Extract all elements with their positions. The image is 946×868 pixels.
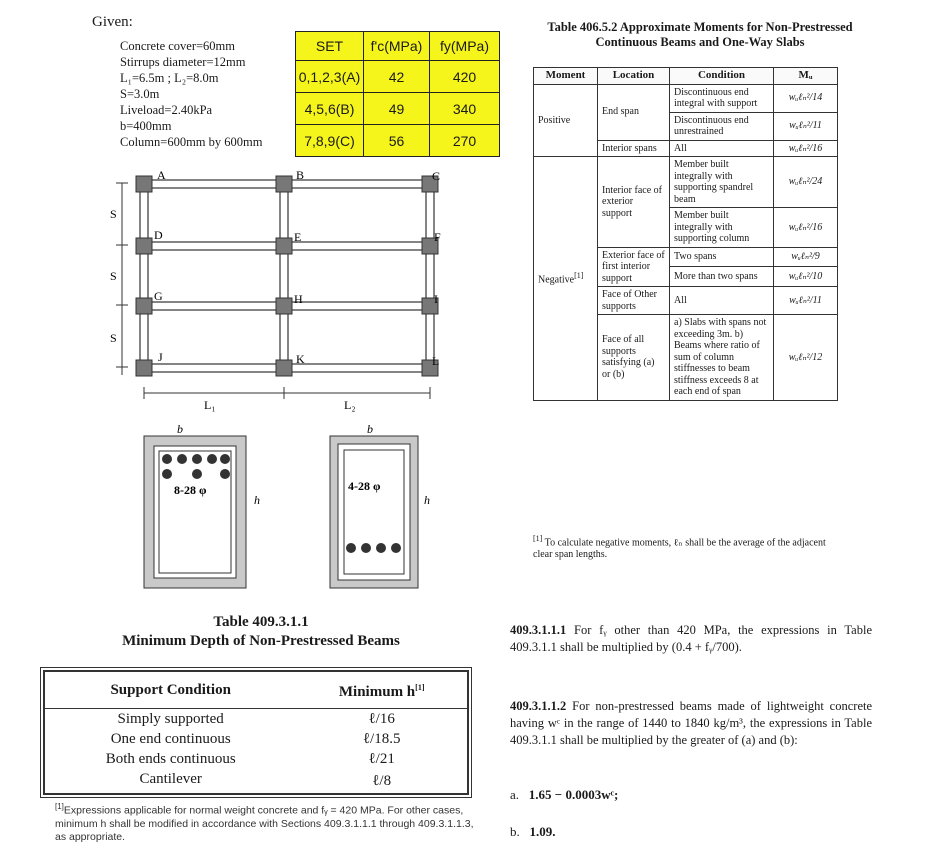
node-label: E: [294, 230, 302, 244]
support-cell: Simply supported: [117, 711, 224, 727]
mu-cell: wᵤℓₙ²/14: [774, 84, 838, 112]
mu-cell: wᵤℓₙ²/24: [774, 157, 838, 208]
fc-cell: 49: [364, 93, 430, 125]
clause-409-3-1-1-1: [510, 622, 872, 656]
condition-cell: Two spans: [670, 247, 774, 267]
fy-cell: 340: [430, 93, 500, 125]
set-cell: 0,1,2,3(A): [296, 61, 364, 93]
fy-header: fy(MPa): [430, 32, 500, 61]
spacing-label: S: [110, 207, 117, 221]
section-b-label: b: [367, 422, 373, 436]
columns: [136, 176, 438, 376]
minimum-h-header: [296, 672, 467, 709]
item-expression: 1.09.: [529, 824, 556, 839]
depth-table-subtitle: Minimum Depth of Non-Prestressed Beams: [122, 633, 400, 649]
item-label: b.: [510, 824, 520, 839]
depth-table-number: Table 409.3.1.1: [213, 614, 309, 630]
location-cell: Interior face of exterior support: [598, 157, 670, 248]
node-label: J: [158, 350, 163, 364]
footnote-text: To calculate negative moments, ℓₙ shall be the average of the adjacent clear span lengths.: [533, 537, 826, 561]
rebar-label: 4-28 φ: [348, 479, 381, 493]
footnote-marker: [1]: [55, 802, 64, 811]
clause-text: For non-prestressed beams made of lightweight concrete having wᶜ in the range of 1440 to 1840 kg/m³, the expressions in Table 409.3.1.1 shall be multiplied by the greater of (a) and (b):: [510, 699, 873, 747]
mu-cell: wᵤℓₙ²/11: [774, 287, 838, 315]
table-row: [45, 709, 468, 730]
node-label: I: [434, 292, 438, 306]
given-line: Stirrups diameter=12mm: [120, 55, 246, 69]
clause-number: 409.3.1.1.2: [510, 699, 567, 713]
mu-cell: wᵤℓₙ²/16: [774, 140, 838, 157]
depth-cell: ℓ/21: [368, 751, 395, 767]
table-row: [45, 749, 468, 769]
span-label: L₂: [344, 398, 356, 412]
node-label: G: [154, 289, 163, 303]
clause-409-3-1-1-2: [510, 698, 872, 749]
depth-cell: ℓ/16: [368, 711, 395, 727]
span-label: L₁: [204, 398, 216, 412]
node-label: B: [296, 168, 305, 182]
table-row: [296, 125, 500, 157]
mu-cell: wᵤℓₙ²/11: [774, 112, 838, 140]
location-cell: End span: [598, 84, 670, 140]
condition-cell: All: [670, 287, 774, 315]
given-list: [120, 38, 262, 150]
table-row: [296, 93, 500, 125]
depth-table-title: [96, 613, 426, 651]
spacing-label: S: [110, 269, 117, 283]
table-row: [45, 729, 468, 749]
given-line: Column=600mm by 600mm: [120, 135, 263, 149]
item-expression: 1.65 − 0.0003wᶜ;: [528, 787, 619, 802]
moments-table-title: Table 406.5.2 Approximate Moments for Non-Prestressed Continuous Beams and One-Way Slabs: [547, 20, 853, 49]
moment-cell: [534, 157, 598, 401]
clause-number: 409.3.1.1.1: [510, 623, 567, 637]
spacing-label: S: [110, 331, 117, 345]
fc-cell: 42: [364, 61, 430, 93]
moments-table-footnote: [533, 533, 843, 561]
condition-cell: Member built integrally with supporting column: [670, 208, 774, 248]
fc-cell: 56: [364, 125, 430, 157]
rebar-label: 8-28 φ: [174, 483, 207, 497]
node-label: L: [432, 354, 440, 368]
footnote-marker: [1]: [574, 271, 584, 281]
mu-cell: wᵤℓₙ²/12: [774, 315, 838, 401]
depth-cell: ℓ/18.5: [362, 731, 401, 747]
item-label: a.: [510, 787, 520, 802]
given-line: S=3.0m: [120, 87, 160, 101]
mu-cell: wᵤℓₙ²/16: [774, 208, 838, 248]
location-cell: Exterior face of first interior support: [598, 247, 670, 287]
footnote-text: Expressions applicable for normal weight concrete and fᵧ = 420 MPa. For other cases, minimum h shall be modified in accordance with Sections 409.3.1.1.1 through 409.3.1.1.3, as appropriate.: [55, 804, 474, 843]
table-row: [534, 157, 838, 208]
given-line: Liveload=2.40kPa: [120, 103, 213, 117]
depth-cell: ℓ/8: [372, 773, 392, 789]
table-row: [45, 769, 468, 794]
condition-cell: More than two spans: [670, 267, 774, 287]
condition-cell: Member built integrally with supporting spandrel beam: [670, 157, 774, 208]
given-line: L₁=6.5m ; L₂=8.0m: [120, 71, 219, 85]
mu-header: Mᵤ: [774, 68, 838, 85]
section-b-label: b: [177, 422, 183, 436]
condition-header: Condition: [670, 68, 774, 85]
depth-table-footnote: [55, 800, 475, 844]
beams: [140, 180, 434, 372]
set-header: SET: [296, 32, 364, 61]
support-cell: Cantilever: [139, 771, 202, 787]
minimum-h-label: Minimum h: [338, 684, 416, 700]
condition-cell: Discontinuous end integral with support: [670, 84, 774, 112]
table-row: [296, 61, 500, 93]
given-line: b=400mm: [120, 119, 172, 133]
location-cell: Face of Other supports: [598, 287, 670, 315]
beam-sections-diagram: [140, 420, 450, 592]
section-h-label: h: [254, 493, 260, 507]
location-cell: Interior spans: [598, 140, 670, 157]
support-cell: Both ends continuous: [105, 751, 236, 767]
node-label: D: [154, 228, 163, 242]
clause-text: For fᵧ other than 420 MPa, the expressions in Table 409.3.1.1 shall be multiplied by (0.4 + fᵧ/700).: [510, 623, 873, 654]
clause-item-b: [510, 824, 556, 840]
node-label: A: [157, 168, 166, 182]
set-cell: 7,8,9(C): [296, 125, 364, 157]
node-label: H: [294, 292, 303, 306]
location-cell: Face of all supports satisfying (a) or (b): [598, 315, 670, 401]
section-h-label: h: [424, 493, 430, 507]
fy-cell: 420: [430, 61, 500, 93]
table-row: [534, 84, 838, 112]
set-table: [295, 31, 500, 157]
footnote-marker: [1]: [533, 534, 543, 543]
node-label: K: [296, 352, 305, 366]
condition-cell: All: [670, 140, 774, 157]
mu-cell: wᵤℓₙ²/9: [774, 247, 838, 267]
given-title: Given:: [92, 14, 133, 30]
condition-cell: a) Slabs with spans not exceeding 3m. b) Beams where ratio of sum of column stiffnesses to beam stiffness exceeds 8 at each end of span: [670, 315, 774, 401]
node-label: F: [434, 230, 441, 244]
moment-header: Moment: [534, 68, 598, 85]
given-line: Concrete cover=60mm: [120, 39, 235, 53]
fy-cell: 270: [430, 125, 500, 157]
set-cell: 4,5,6(B): [296, 93, 364, 125]
support-condition-header: Support Condition: [45, 672, 297, 709]
condition-cell: Discontinuous end unrestrained: [670, 112, 774, 140]
location-header: Location: [598, 68, 670, 85]
moments-table: [533, 67, 838, 401]
frame-plan-diagram: [100, 165, 480, 415]
clause-item-a: [510, 787, 618, 803]
node-label: C: [432, 169, 441, 183]
support-cell: One end continuous: [110, 731, 231, 747]
moment-cell: Positive: [534, 84, 598, 157]
footnote-marker: [1]: [415, 683, 425, 692]
negative-label: Negative: [538, 274, 575, 286]
fc-header: f'c(MPa): [364, 32, 430, 61]
depth-table: [44, 671, 468, 794]
mu-cell: wᵤℓₙ²/10: [774, 267, 838, 287]
